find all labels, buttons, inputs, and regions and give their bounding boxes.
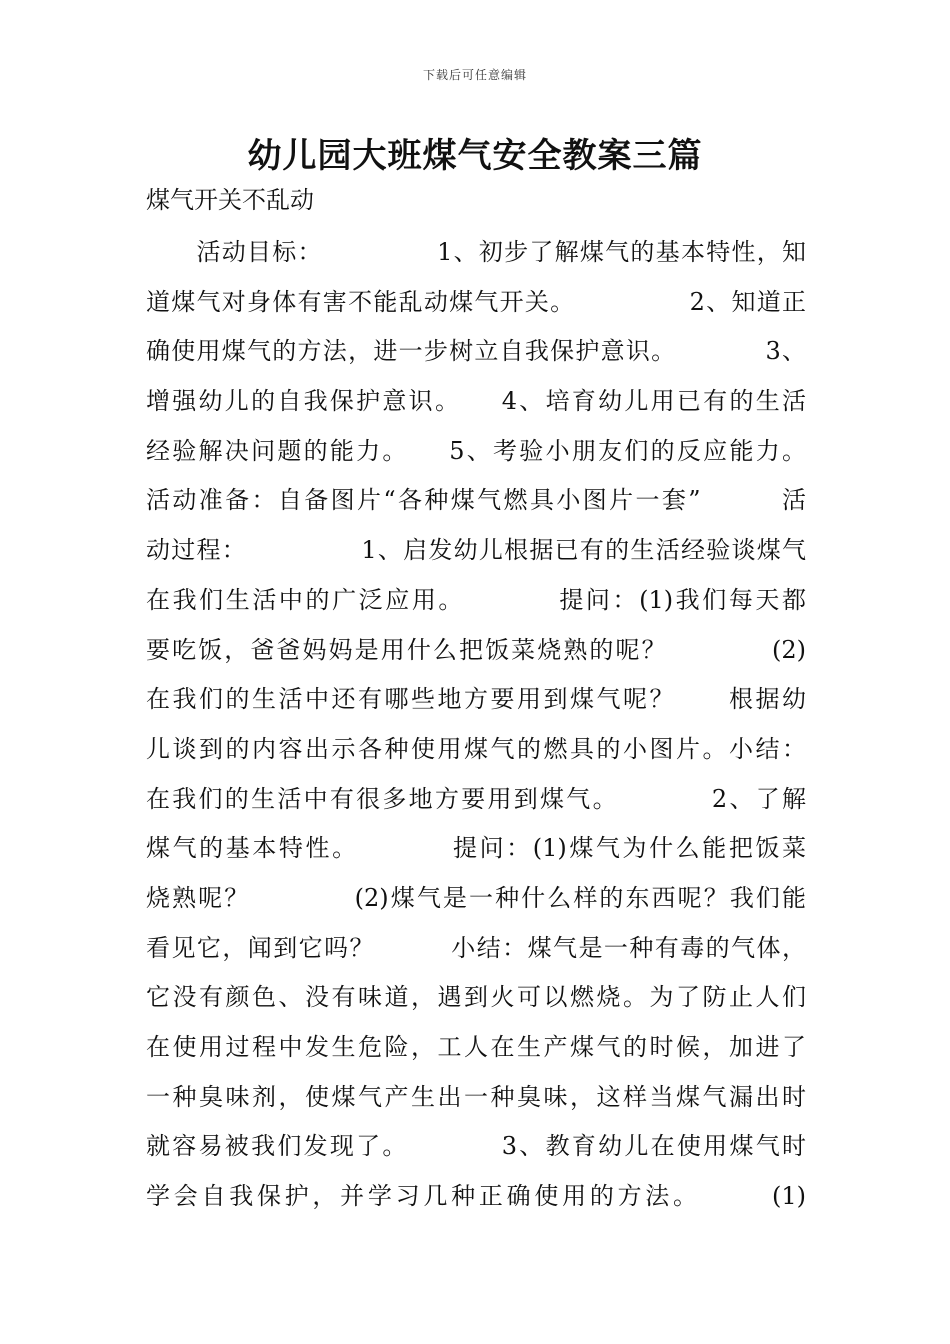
- text-line: 它没有颜色、没有味道，遇到火可以燃烧。为了防止人们: [146, 983, 806, 1012]
- text-line: 在我们的生活中有很多地方要用到煤气。 2、了解: [146, 784, 806, 813]
- text-line: 增强幼儿的自我保护意识。 4、培育幼儿用已有的生活: [146, 387, 806, 416]
- text-line: 看见它，闻到它吗？ 小结：煤气是一种有毒的气体，: [146, 933, 806, 962]
- text-line: 在我们的生活中还有哪些地方要用到煤气呢？ 根据幼: [146, 685, 806, 714]
- text-line: 在我们生活中的广泛应用。 提问：(1)我们每天都: [146, 585, 806, 614]
- text-line: 经验解决问题的能力。 5、考验小朋友们的反应能力。: [146, 436, 806, 465]
- text-line: 确使用煤气的方法，进一步树立自我保护意识。 3、: [146, 337, 806, 366]
- text-line: 一种臭味剂，使煤气产生出一种臭味，这样当煤气漏出时: [146, 1082, 806, 1111]
- text-line: 儿谈到的内容出示各种使用煤气的燃具的小图片。小结：: [146, 734, 806, 763]
- text-line: 煤气的基本特性。 提问：(1)煤气为什么能把饭菜: [146, 834, 806, 863]
- text-line: 就容易被我们发现了。 3、教育幼儿在使用煤气时: [146, 1132, 806, 1161]
- header-note: 下载后可任意编辑: [422, 68, 527, 82]
- section-heading: 煤气开关不乱动: [146, 186, 314, 214]
- text-line: 要吃饭，爸爸妈妈是用什么把饭菜烧熟的呢？ (2): [146, 635, 806, 664]
- text-line: 道煤气对身体有害不能乱动煤气开关。 2、知道正: [146, 287, 806, 316]
- body-text: [146, 228, 806, 1222]
- text-line: 动过程： 1、启发幼儿根据已有的生活经验谈煤气: [146, 536, 806, 565]
- text-line: 活动目标： 1、初步了解煤气的基本特性，知: [146, 238, 806, 266]
- text-line: 在使用过程中发生危险，工人在生产煤气的时候，加进了: [146, 1033, 806, 1061]
- text-line: 活动准备：自备图片“各种煤气燃具小图片一套” 活: [146, 486, 806, 515]
- text-line: 学会自我保护，并学习几种正确使用的方法。 (1): [146, 1182, 806, 1211]
- document-title: 幼儿园大班煤气安全教案三篇: [247, 136, 703, 176]
- text-line: 烧熟呢？ (2)煤气是一种什么样的东西呢？我们能: [146, 883, 806, 912]
